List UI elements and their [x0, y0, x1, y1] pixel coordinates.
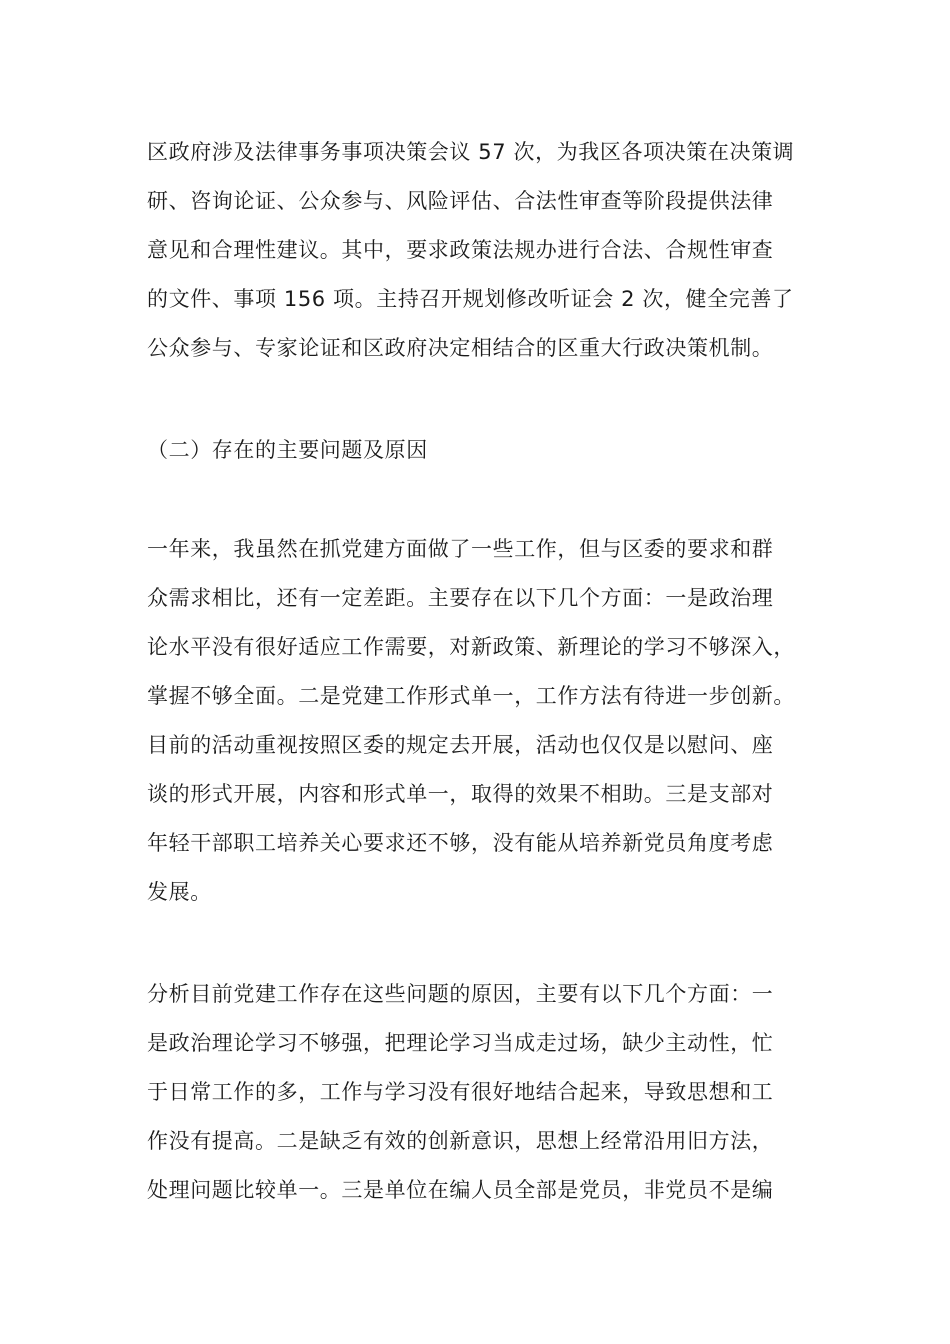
text-line: 意见和合理性建议。其中，要求政策法规办进行合法、合规性审查 — [147, 238, 774, 262]
text-line: 谈的形式开展，内容和形式单一，取得的效果不相助。三是支部对 — [147, 782, 774, 806]
section-heading — [147, 439, 827, 461]
text-line: 作没有提高。二是缺乏有效的创新意识，思想上经常沿用旧方法， — [147, 1129, 774, 1153]
text-line: 一年来，我虽然在抓党建方面做了一些工作，但与区委的要求和群 — [147, 537, 774, 561]
text-line: 的文件、事项 156 项。主持召开规划修改听证会 2 次，健全完善了 — [147, 287, 794, 311]
paragraph-main-problems — [147, 538, 827, 930]
text-line: 分析目前党建工作存在这些问题的原因，主要有以下几个方面：一 — [147, 982, 774, 1006]
paragraph-decision-meetings — [147, 141, 827, 386]
text-line: 区政府涉及法律事务事项决策会议 57 次，为我区各项决策在决策调 — [147, 140, 795, 164]
paragraph-cause-analysis — [147, 983, 827, 1228]
text-line: 论水平没有很好适应工作需要，对新政策、新理论的学习不够深入， — [147, 635, 795, 659]
text-line: 于日常工作的多，工作与学习没有很好地结合起来，导致思想和工 — [147, 1080, 774, 1104]
text-line: 众需求相比，还有一定差距。主要存在以下几个方面：一是政治理 — [147, 586, 774, 610]
text-line: 目前的活动重视按照区委的规定去开展，活动也仅仅是以慰问、座 — [147, 733, 774, 757]
heading-text: （二）存在的主要问题及原因 — [147, 438, 428, 462]
text-line: 处理问题比较单一。三是单位在编人员全部是党员，非党员不是编 — [147, 1178, 774, 1202]
text-line: 掌握不够全面。二是党建工作形式单一，工作方法有待进一步创新。 — [147, 684, 795, 708]
text-line: 年轻干部职工培养关心要求还不够，没有能从培养新党员角度考虑 — [147, 831, 774, 855]
text-line: 是政治理论学习不够强，把理论学习当成走过场，缺少主动性，忙 — [147, 1031, 774, 1055]
text-line: 公众参与、专家论证和区政府决定相结合的区重大行政决策机制。 — [147, 336, 774, 360]
text-line: 研、咨询论证、公众参与、风险评估、合法性审查等阶段提供法律 — [147, 189, 774, 213]
text-line: 发展。 — [147, 880, 212, 904]
